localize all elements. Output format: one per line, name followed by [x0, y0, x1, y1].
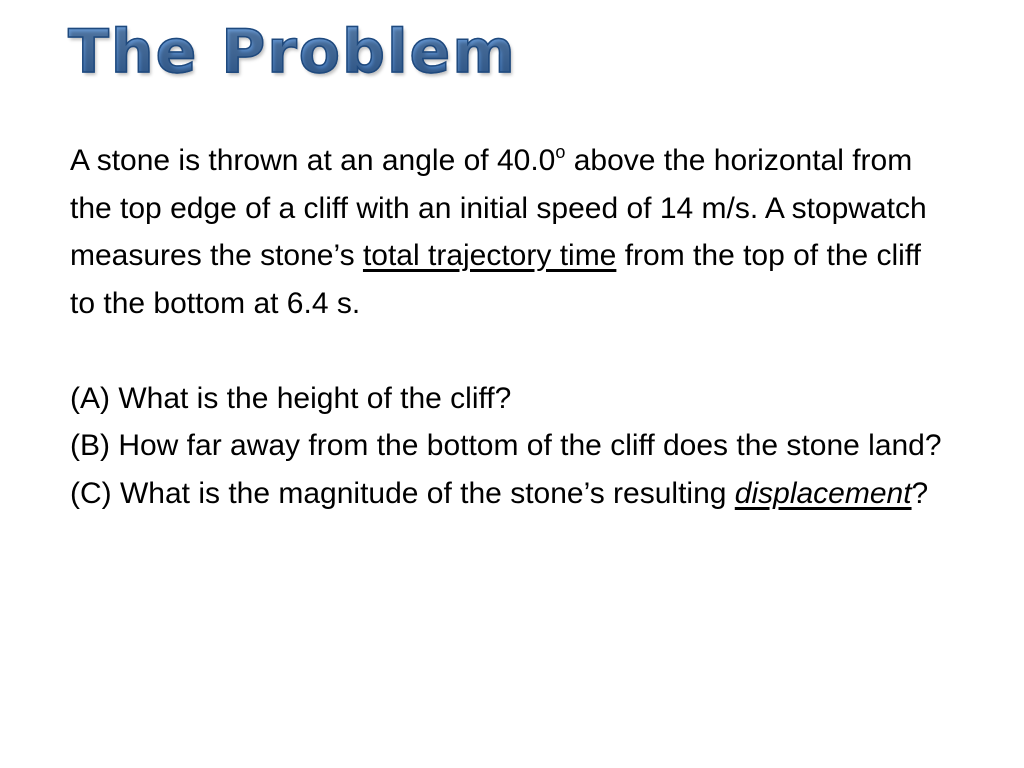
- slide-title: The Problem: [68, 17, 517, 87]
- question-c: [70, 470, 950, 518]
- degree-superscript: o: [555, 142, 566, 162]
- question-c-prefix: (C) What is the magnitude of the stone’s resulting: [70, 476, 735, 510]
- problem-statement: [70, 137, 950, 327]
- slide-body: [70, 137, 950, 517]
- problem-text-part1: A stone is thrown at an angle of 40.0: [70, 144, 556, 177]
- total-trajectory-time-term: total trajectory time: [362, 239, 617, 272]
- question-c-suffix: ?: [911, 476, 929, 510]
- displacement-term: displacement: [734, 476, 912, 510]
- question-a: (A) What is the height of the cliff?: [70, 381, 512, 415]
- problem-text-part2: above the horizontal from the top edge of a cliff with an initial speed of 14 m/s. A stopwatch measures the stone’s: [70, 144, 927, 272]
- problem-text-part3: from the top of the cliff to the bottom at 6.4 s.: [70, 239, 921, 320]
- paragraph-spacer: [70, 327, 950, 375]
- question-b: (B) How far away from the bottom of the cliff does the stone land?: [70, 429, 942, 462]
